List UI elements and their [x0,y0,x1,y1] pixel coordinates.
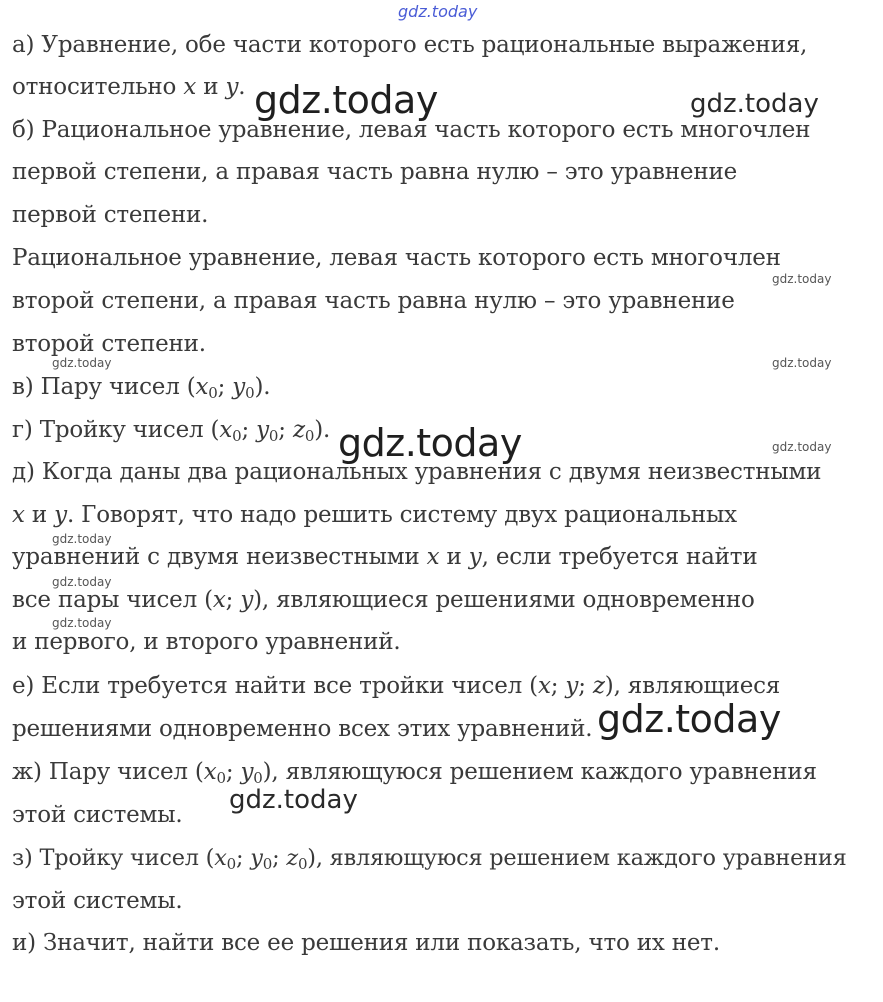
answer-b-line6: второй степени. [12,331,206,357]
answer-g: г) Тройку чисел ($x_0$; $y_0$; $z_0$). [12,417,331,445]
answer-v: в) Пару чисел ($x_0$; $y_0$). [12,374,271,402]
watermark: gdz.today [52,575,112,589]
answer-b-line2: первой степени, а правая часть равна нулю – это уравнение [12,159,738,185]
watermark: gdz.today [772,440,832,454]
answer-zh-line2: этой системы. [12,802,183,828]
answer-a-line1: а) Уравнение, обе части которого есть рациональные выражения, [12,32,808,58]
watermark: gdz.today [229,785,358,815]
answer-b-line3: первой степени. [12,202,209,228]
answer-d-line3: уравнений с двумя неизвестными x и y, если требуется найти [12,544,758,570]
answer-b-line4: Рациональное уравнение, левая часть которого есть многочлен [12,245,781,271]
answer-zh-line1: ж) Пару чисел ($x_0$; $y_0$), являющуюся решением каждого уравнения [12,759,817,787]
answer-e-line2: решениями одновременно всех этих уравнений. [12,716,593,742]
watermark: gdz.today [772,356,832,370]
answer-a-line2: относительно x и y. [12,74,246,100]
answer-d-line2: x и y. Говорят, что надо решить систему двух рациональных [12,502,737,528]
answer-b-line5: второй степени, а правая часть равна нулю – это уравнение [12,288,735,314]
answer-b-line1: б) Рациональное уравнение, левая часть которого есть многочлен [12,117,811,143]
watermark-top: gdz.today [398,2,478,21]
watermark: gdz.today [597,697,781,741]
watermark: gdz.today [338,421,522,465]
watermark: gdz.today [52,356,112,370]
answer-d-line4: все пары чисел (x; y), являющиеся решениями одновременно [12,587,755,613]
watermark: gdz.today [52,532,112,546]
answer-e-line1: е) Если требуется найти все тройки чисел (x; y; z), являющиеся [12,673,781,699]
answer-z-line2: этой системы. [12,888,183,914]
answer-d-line5: и первого, и второго уравнений. [12,629,401,655]
watermark: gdz.today [254,78,438,122]
watermark: gdz.today [690,89,819,119]
watermark: gdz.today [52,616,112,630]
answer-d-line1: д) Когда даны два рациональных уравнения с двумя неизвестными [12,459,822,485]
watermark: gdz.today [772,272,832,286]
answer-i: и) Значит, найти все ее решения или показать, что их нет. [12,930,720,956]
answer-z-line1: з) Тройку чисел ($x_0$; $y_0$; $z_0$), являющуюся решением каждого уравнения [12,845,847,873]
